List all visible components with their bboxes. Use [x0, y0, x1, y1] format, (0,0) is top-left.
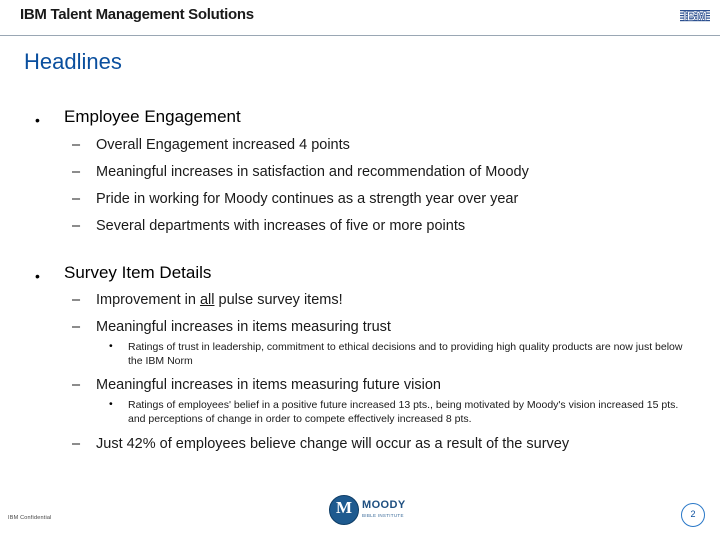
moody-emblem-letter: M: [335, 498, 353, 517]
survey-subitem: Ratings of trust in leadership, commitment to ethical decisions and to providing high quality products are now just below the IBM Norm: [128, 341, 683, 367]
dash-icon: –: [72, 218, 81, 234]
dash-icon: –: [72, 377, 81, 393]
moody-emblem-icon: [329, 495, 359, 525]
sub-bullet-icon: •: [109, 398, 113, 410]
section-heading-survey: Survey Item Details: [64, 263, 212, 282]
ibm-logo-text: IBM: [683, 9, 707, 23]
engagement-item: Overall Engagement increased 4 points: [96, 137, 350, 153]
engagement-item: Meaningful increases in satisfaction and recommendation of Moody: [96, 164, 529, 180]
header-brand: IBM: [20, 6, 47, 23]
engagement-item: Several departments with increases of five or more points: [96, 218, 466, 234]
survey-item-text: pulse survey items!: [214, 292, 343, 308]
dash-icon: –: [72, 137, 81, 153]
engagement-item: Pride in working for Moody continues as a strength year over year: [96, 191, 519, 207]
survey-item: Meaningful increases in items measuring trust: [96, 319, 391, 335]
page-title: Headlines: [24, 49, 122, 74]
survey-item: Meaningful increases in items measuring future vision: [96, 377, 441, 393]
survey-item-emphasis: all: [199, 292, 215, 308]
dash-icon: –: [72, 436, 81, 452]
dash-icon: –: [72, 164, 81, 180]
survey-item-text: Improvement in: [96, 292, 200, 308]
section-heading-engagement: Employee Engagement: [64, 107, 241, 126]
header-title-text: Talent Management Solutions: [46, 6, 254, 23]
bullet-icon: •: [35, 112, 40, 128]
moody-logo-subtitle: BIBLE INSTITUTE: [362, 513, 404, 518]
dash-icon: –: [72, 319, 81, 335]
sub-bullet-icon: •: [109, 340, 113, 352]
dash-icon: –: [72, 292, 81, 308]
bullet-icon: •: [35, 268, 40, 284]
page-number: 2: [690, 509, 696, 519]
survey-item: [96, 292, 343, 308]
survey-subitem: Ratings of employees' belief in a positive future increased 13 pts., being motivated by Moody's vision increased 15 pts. and perceptions of change in order to compete effectively increased 8 pts.: [128, 399, 679, 425]
confidential-label: IBM Confidential: [8, 515, 52, 521]
dash-icon: –: [72, 191, 81, 207]
moody-logo-name: MOODY: [362, 499, 406, 511]
survey-item: Just 42% of employees believe change will occur as a result of the survey: [96, 436, 570, 452]
moody-logo: [329, 495, 424, 525]
page-number-badge: [681, 503, 705, 527]
